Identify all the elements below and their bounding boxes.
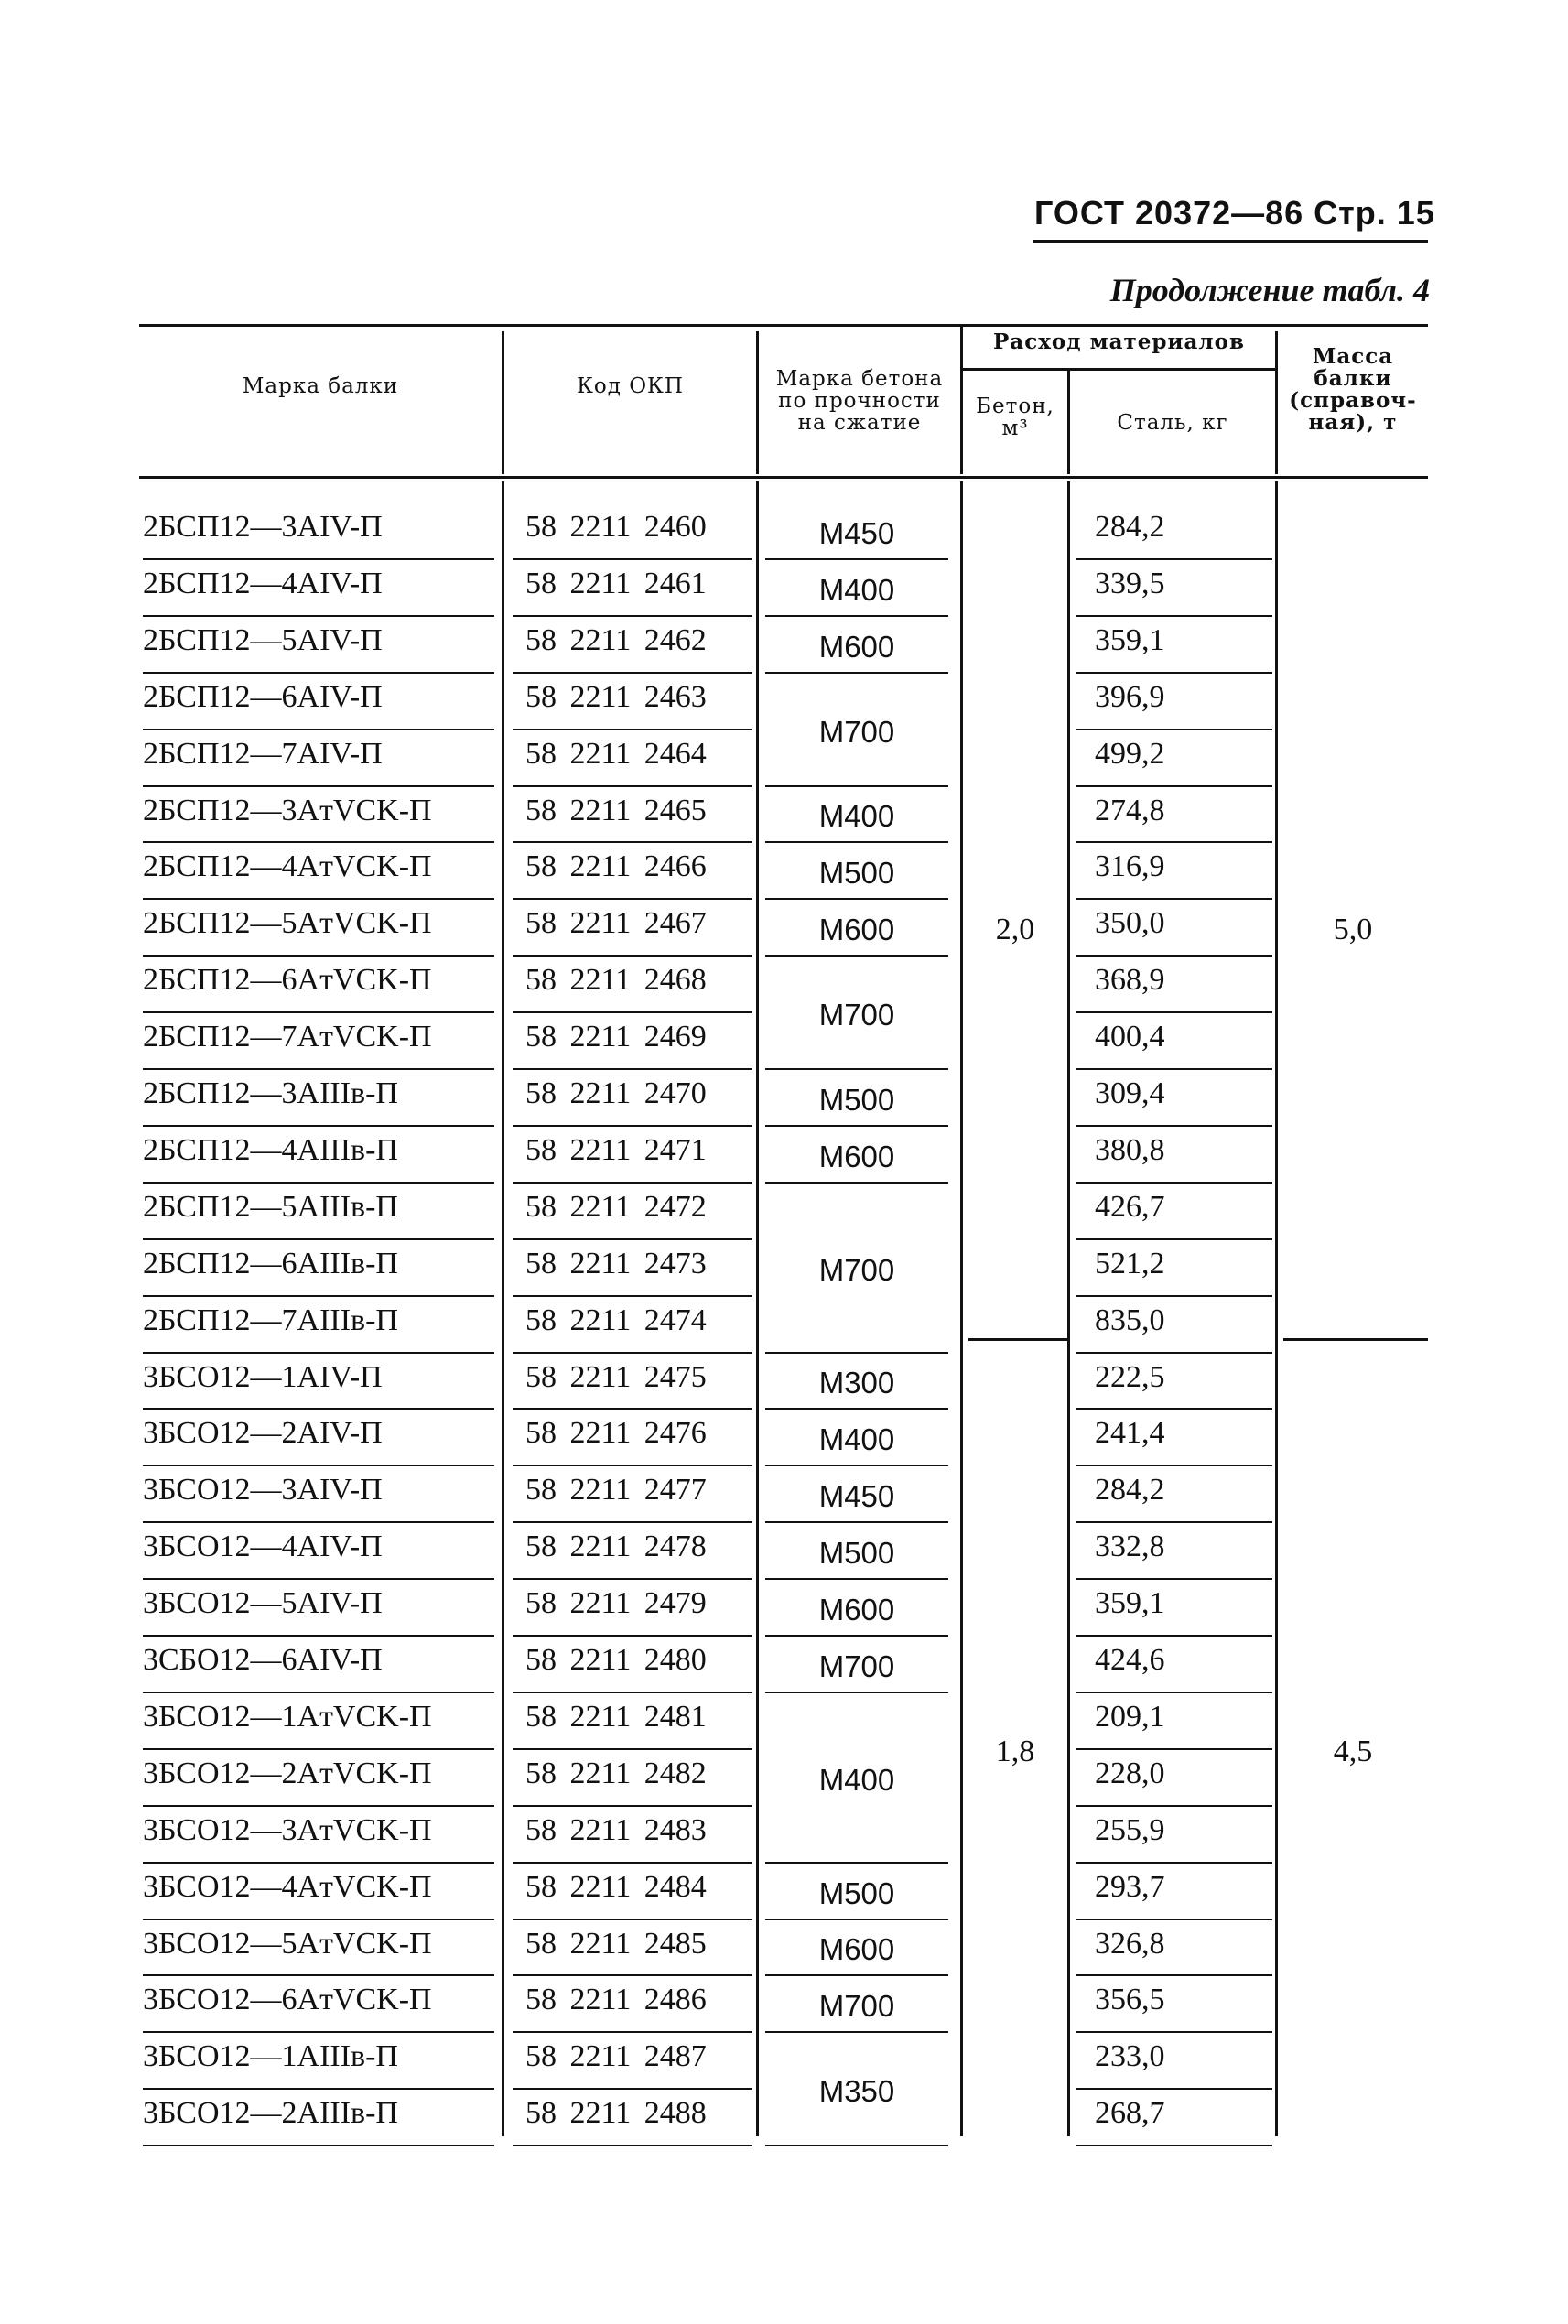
column-divider [1275, 481, 1278, 2136]
steel-cell: 380,8 [1095, 1133, 1165, 1167]
beam-mark-cell: 2БСП12—5AтVCK-П [143, 906, 432, 940]
steel-cell: 368,9 [1095, 963, 1165, 997]
row-rule [513, 1748, 752, 1750]
okp-code-cell: 58 2211 2485 [525, 1927, 707, 1961]
column-header-concrete-volume [963, 395, 1067, 439]
concrete-mark-cell: M400 [818, 573, 895, 607]
row-rule [1076, 1125, 1272, 1127]
okp-code-cell: 58 2211 2476 [525, 1416, 707, 1450]
beam-mark-cell: 3СБО12—6AIV-П [143, 1643, 383, 1677]
beam-mark-cell: 2БСП12—3AтVCK-П [143, 794, 432, 827]
column-divider [756, 481, 759, 2136]
row-rule [143, 1465, 494, 1466]
concrete-mark-line: Марка бетона [775, 367, 944, 391]
beam-mark-cell: 2БСП12—6AтVCK-П [143, 963, 432, 997]
concrete-mark-rule [765, 1692, 948, 1693]
row-rule [513, 1182, 752, 1184]
okp-code-cell: 58 2211 2468 [525, 963, 707, 997]
steel-cell: 255,9 [1095, 1813, 1165, 1847]
steel-cell: 339,5 [1095, 567, 1165, 600]
steel-cell: 356,5 [1095, 1983, 1165, 2016]
row-rule [513, 1862, 752, 1864]
row-rule [513, 1521, 752, 1523]
concrete-mark-cell: M450 [818, 1479, 895, 1513]
concrete-mark-cell: M700 [818, 998, 895, 1032]
mass-line: (справоч- [1289, 388, 1417, 413]
beam-mark-cell: 3БСО12—2AIV-П [143, 1416, 383, 1450]
row-rule [513, 841, 752, 843]
okp-code-cell: 58 2211 2461 [525, 567, 707, 600]
beam-mark-cell: 3БСО12—2AIIIв-П [143, 2096, 398, 2130]
row-rule [143, 1578, 494, 1580]
okp-code-cell: 58 2211 2471 [525, 1133, 707, 1167]
concrete-mark-cell: M600 [818, 1932, 895, 1966]
row-rule [143, 2031, 494, 2033]
concrete-mark-rule [765, 898, 948, 900]
beam-mark-cell: 2БСП12—4AIV-П [143, 567, 383, 600]
mass-line: Масса [1312, 344, 1394, 369]
steel-cell: 309,4 [1095, 1076, 1165, 1110]
row-rule [513, 1465, 752, 1466]
steel-cell: 228,0 [1095, 1757, 1165, 1790]
row-rule [143, 1521, 494, 1523]
concrete-mark-cell: M450 [818, 516, 895, 550]
beam-mark-cell: 3БСО12—6AтVCK-П [143, 1983, 432, 2016]
row-rule [1076, 1521, 1272, 1523]
steel-cell: 359,1 [1095, 1586, 1165, 1620]
row-rule [513, 1068, 752, 1070]
concrete-mark-rule [765, 1974, 948, 1976]
concrete-mark-rule [765, 1578, 948, 1580]
row-rule [1076, 785, 1272, 787]
beam-mark-cell: 3БСО12—4AтVCK-П [143, 1870, 432, 1904]
steel-cell: 426,7 [1095, 1190, 1165, 1224]
concrete-mark-rule [765, 2031, 948, 2033]
okp-code-cell: 58 2211 2480 [525, 1643, 707, 1677]
row-rule [143, 1408, 494, 1410]
row-rule [143, 1238, 494, 1240]
row-rule [143, 841, 494, 843]
row-rule [143, 1748, 494, 1750]
concrete-mark-rule [765, 672, 948, 674]
mass-line: ная), т [1308, 410, 1398, 435]
row-rule [1076, 2031, 1272, 2033]
column-header-beam-mark: Марка балки [242, 374, 399, 398]
steel-cell: 359,1 [1095, 623, 1165, 657]
concrete-mark-rule [765, 841, 948, 843]
row-rule [143, 1125, 494, 1127]
beam-mark-cell: 2БСП12—4AтVCK-П [143, 849, 432, 883]
beam-mark-cell: 2БСП12—7AIIIв-П [143, 1303, 398, 1337]
row-rule [513, 1805, 752, 1807]
steel-cell: 400,4 [1095, 1020, 1165, 1054]
row-rule [1076, 1692, 1272, 1693]
row-rule [1076, 1919, 1272, 1920]
row-rule [1076, 1352, 1272, 1354]
row-rule [143, 1974, 494, 1976]
materials-subheader-rule [961, 368, 1277, 371]
okp-code-cell: 58 2211 2481 [525, 1700, 707, 1734]
beam-mark-cell: 2БСП12—4AIIIв-П [143, 1133, 398, 1167]
beam-mark-cell: 2БСП12—3AIV-П [143, 510, 383, 544]
row-rule [143, 2145, 494, 2146]
okp-code-cell: 58 2211 2470 [525, 1076, 707, 1110]
concrete-mark-cell: M500 [818, 1083, 895, 1117]
row-rule [1076, 729, 1272, 730]
row-rule [1076, 1068, 1272, 1070]
row-rule [143, 1635, 494, 1637]
beam-mass-cell: 4,5 [1333, 1735, 1373, 1768]
header-divider [502, 331, 504, 474]
concrete-volume-cell: 1,8 [995, 1735, 1035, 1768]
beam-mark-cell: 2БСП12—5AIIIв-П [143, 1190, 398, 1224]
beam-mark-cell: 3БСО12—3AIV-П [143, 1473, 383, 1507]
row-rule [513, 1974, 752, 1976]
table-top-rule [139, 324, 1428, 327]
row-rule [1076, 2088, 1272, 2090]
column-divider [960, 481, 963, 2136]
row-rule [513, 2088, 752, 2090]
row-rule [513, 1408, 752, 1410]
okp-code-cell: 58 2211 2482 [525, 1757, 707, 1790]
concrete-mark-cell: M700 [818, 715, 895, 749]
concrete-mark-line: на сжатие [797, 411, 922, 435]
row-rule [513, 1635, 752, 1637]
row-rule [143, 955, 494, 957]
okp-code-cell: 58 2211 2483 [525, 1813, 707, 1847]
column-header-concrete-mark [759, 368, 960, 434]
row-rule [143, 729, 494, 730]
concrete-mark-cell: M600 [818, 1593, 895, 1627]
row-rule [143, 558, 494, 560]
row-rule [143, 615, 494, 617]
okp-code-cell: 58 2211 2463 [525, 680, 707, 714]
concrete-mark-cell: M400 [818, 1422, 895, 1456]
concrete-mark-cell: M300 [818, 1366, 895, 1400]
row-rule [513, 2145, 752, 2146]
beam-mass-cell: 5,0 [1333, 913, 1373, 946]
beam-mark-cell: 3БСО12—1AIIIв-П [143, 2039, 398, 2073]
row-rule [1076, 898, 1272, 900]
steel-cell: 350,0 [1095, 906, 1165, 940]
beam-mark-cell: 2БСП12—3AIIIв-П [143, 1076, 398, 1110]
row-rule [143, 1805, 494, 1807]
steel-cell: 284,2 [1095, 510, 1165, 544]
steel-cell: 499,2 [1095, 737, 1165, 771]
okp-code-cell: 58 2211 2475 [525, 1360, 707, 1394]
okp-code-cell: 58 2211 2466 [525, 849, 707, 883]
steel-cell: 209,1 [1095, 1700, 1165, 1734]
row-rule [143, 898, 494, 900]
concrete-mark-rule [765, 2145, 948, 2146]
row-rule [143, 1919, 494, 1920]
steel-cell: 396,9 [1095, 680, 1165, 714]
concrete-mark-rule [765, 558, 948, 560]
row-rule [513, 1352, 752, 1354]
row-rule [1076, 1465, 1272, 1466]
steel-cell: 521,2 [1095, 1247, 1165, 1281]
row-rule [513, 1238, 752, 1240]
mass-line: балки [1314, 366, 1392, 391]
beam-mark-cell: 2БСП12—7AIV-П [143, 737, 383, 771]
row-rule [1076, 955, 1272, 957]
beam-mark-cell: 2БСП12—7AтVCK-П [143, 1020, 432, 1054]
beam-mark-cell: 3БСО12—1AIV-П [143, 1360, 383, 1394]
concrete-volume-cell: 2,0 [995, 913, 1035, 946]
row-rule [143, 1862, 494, 1864]
steel-cell: 241,4 [1095, 1416, 1165, 1450]
row-rule [513, 1125, 752, 1127]
page-header: ГОСТ 20372—86 Стр. 15 [1034, 194, 1435, 232]
okp-code-cell: 58 2211 2488 [525, 2096, 707, 2130]
row-rule [143, 1295, 494, 1297]
concrete-mark-rule [765, 1068, 948, 1070]
concrete-mark-rule [765, 615, 948, 617]
steel-cell: 326,8 [1095, 1927, 1165, 1961]
beam-mark-cell: 2БСП12—6AIIIв-П [143, 1247, 398, 1281]
okp-code-cell: 58 2211 2465 [525, 794, 707, 827]
okp-code-cell: 58 2211 2477 [525, 1473, 707, 1507]
concrete-mark-line: по прочности [778, 389, 941, 413]
table-header-bottom-rule [139, 476, 1428, 479]
beam-mark-cell: 3БСО12—1AтVCK-П [143, 1700, 432, 1734]
row-rule [1076, 2145, 1272, 2146]
row-rule [143, 785, 494, 787]
row-rule [143, 1182, 494, 1184]
row-rule [1076, 1238, 1272, 1240]
okp-code-cell: 58 2211 2473 [525, 1247, 707, 1281]
steel-cell: 284,2 [1095, 1473, 1165, 1507]
okp-code-cell: 58 2211 2478 [525, 1530, 707, 1563]
concrete-volume-line: Бетон, [976, 395, 1054, 418]
column-divider [1067, 481, 1070, 2136]
row-rule [513, 955, 752, 957]
row-rule [1076, 1862, 1272, 1864]
row-rule [513, 672, 752, 674]
steel-cell: 293,7 [1095, 1870, 1165, 1904]
concrete-mark-rule [765, 1182, 948, 1184]
concrete-mark-cell: M600 [818, 1140, 895, 1173]
row-rule [513, 898, 752, 900]
row-rule [1076, 1295, 1272, 1297]
row-rule [1076, 672, 1272, 674]
row-rule [513, 558, 752, 560]
okp-code-cell: 58 2211 2460 [525, 510, 707, 544]
steel-cell: 233,0 [1095, 2039, 1165, 2073]
row-rule [513, 729, 752, 730]
row-rule [1076, 1974, 1272, 1976]
group-separator [968, 1338, 1067, 1341]
column-divider [502, 481, 504, 2136]
concrete-mark-cell: M600 [818, 913, 895, 946]
steel-cell: 835,0 [1095, 1303, 1165, 1337]
concrete-mark-rule [765, 1862, 948, 1864]
concrete-mark-cell: M500 [818, 856, 895, 890]
concrete-mark-cell: M600 [818, 630, 895, 664]
concrete-mark-rule [765, 955, 948, 957]
concrete-mark-cell: M700 [818, 1649, 895, 1683]
row-rule [143, 672, 494, 674]
okp-code-cell: 58 2211 2467 [525, 906, 707, 940]
column-header-mass [1278, 346, 1428, 434]
row-rule [513, 785, 752, 787]
steel-cell: 268,7 [1095, 2096, 1165, 2130]
okp-code-cell: 58 2211 2479 [525, 1586, 707, 1620]
okp-code-cell: 58 2211 2474 [525, 1303, 707, 1337]
row-rule [513, 1692, 752, 1693]
row-rule [513, 1011, 752, 1013]
concrete-mark-cell: M700 [818, 1253, 895, 1287]
concrete-mark-cell: M400 [818, 1763, 895, 1797]
okp-code-cell: 58 2211 2469 [525, 1020, 707, 1054]
row-rule [1076, 1408, 1272, 1410]
concrete-mark-rule [765, 1408, 948, 1410]
okp-code-cell: 58 2211 2472 [525, 1190, 707, 1224]
concrete-mark-rule [765, 1635, 948, 1637]
row-rule [513, 1919, 752, 1920]
row-rule [513, 1578, 752, 1580]
row-rule [143, 1692, 494, 1693]
header-rule [1033, 240, 1428, 243]
beam-mark-cell: 2БСП12—6AIV-П [143, 680, 383, 714]
steel-cell: 222,5 [1095, 1360, 1165, 1394]
concrete-mark-rule [765, 1352, 948, 1354]
row-rule [1076, 1805, 1272, 1807]
row-rule [1076, 1011, 1272, 1013]
column-header-steel: Сталь, кг [1117, 411, 1228, 435]
table-continuation-label: Продолжение табл. 4 [1109, 272, 1430, 308]
steel-cell: 424,6 [1095, 1643, 1165, 1677]
row-rule [1076, 1748, 1272, 1750]
row-rule [1076, 841, 1272, 843]
beam-mark-cell: 3БСО12—4AIV-П [143, 1530, 383, 1563]
concrete-mark-cell: M400 [818, 799, 895, 833]
column-header-materials: Расход материалов [993, 330, 1245, 354]
concrete-volume-line: м³ [1001, 416, 1029, 440]
concrete-mark-rule [765, 1919, 948, 1920]
concrete-mark-cell: M500 [818, 1876, 895, 1910]
row-rule [513, 1295, 752, 1297]
steel-cell: 316,9 [1095, 849, 1165, 883]
beam-mark-cell: 3БСО12—2AтVCK-П [143, 1757, 432, 1790]
row-rule [143, 1068, 494, 1070]
okp-code-cell: 58 2211 2462 [525, 623, 707, 657]
concrete-mark-rule [765, 785, 948, 787]
row-rule [513, 615, 752, 617]
row-rule [1076, 615, 1272, 617]
row-rule [1076, 1182, 1272, 1184]
row-rule [1076, 558, 1272, 560]
row-rule [1076, 1578, 1272, 1580]
concrete-mark-rule [765, 1521, 948, 1523]
okp-code-cell: 58 2211 2487 [525, 2039, 707, 2073]
okp-code-cell: 58 2211 2464 [525, 737, 707, 771]
row-rule [143, 1011, 494, 1013]
beam-mark-cell: 3БСО12—3AтVCK-П [143, 1813, 432, 1847]
row-rule [513, 2031, 752, 2033]
okp-code-cell: 58 2211 2486 [525, 1983, 707, 2016]
concrete-mark-rule [765, 1465, 948, 1466]
steel-cell: 332,8 [1095, 1530, 1165, 1563]
okp-code-cell: 58 2211 2484 [525, 1870, 707, 1904]
concrete-mark-cell: M500 [818, 1536, 895, 1570]
beam-mark-cell: 3БСО12—5AтVCK-П [143, 1927, 432, 1961]
beam-mark-cell: 2БСП12—5AIV-П [143, 623, 383, 657]
beam-mark-cell: 3БСО12—5AIV-П [143, 1586, 383, 1620]
concrete-mark-cell: M700 [818, 1989, 895, 2023]
concrete-mark-cell: M350 [818, 2074, 895, 2108]
row-rule [143, 1352, 494, 1354]
row-rule [143, 2088, 494, 2090]
group-separator [1283, 1338, 1428, 1341]
concrete-mark-rule [765, 1125, 948, 1127]
column-header-okp-code: Код ОКП [577, 374, 684, 398]
steel-cell: 274,8 [1095, 794, 1165, 827]
row-rule [1076, 1635, 1272, 1637]
